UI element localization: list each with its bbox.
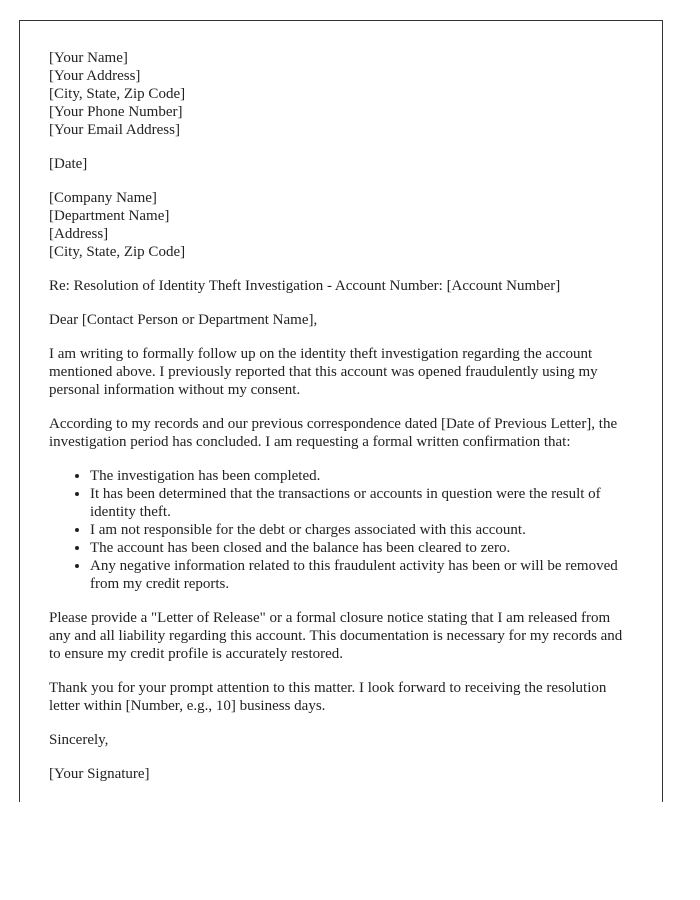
list-item: • The account has been closed and the balance has been cleared to zero.	[90, 539, 633, 557]
letter-page	[19, 20, 663, 802]
list-item: • I am not responsible for the debt or charges associated with this account.	[90, 521, 633, 539]
body-paragraph: I am writing to formally follow up on the identity theft investigation regarding the account mentioned above. I previously reported that this account was opened fraudulently using my personal information without my consent.	[49, 346, 598, 398]
list-item: • Any negative information related to this fraudulent activity has been or will be removed from my credit reports.	[90, 557, 633, 593]
signoff: Sincerely,	[49, 732, 109, 748]
body-paragraph: Thank you for your prompt attention to this matter. I look forward to receiving the resolution letter within [Number, e.g., 10] business days.	[49, 680, 607, 714]
subject-line: Re: Resolution of Identity Theft Investigation - Account Number: [Account Number]	[49, 278, 561, 294]
signature: [Your Signature]	[49, 766, 150, 782]
list-item: • It has been determined that the transactions or accounts in question were the result of identity theft.	[90, 485, 633, 521]
body-paragraph: Please provide a "Letter of Release" or a formal closure notice stating that I am released from any and all liability regarding this account. This documentation is necessary for my records and to ensure my credit profile is accurately restored.	[49, 610, 623, 662]
recipient-department: [Department Name]	[49, 208, 170, 224]
recipient-address: [Address]	[49, 226, 109, 242]
recipient-block	[49, 189, 633, 261]
sender-city: [City, State, Zip Code]	[49, 86, 186, 102]
list-item: • The investigation has been completed.	[90, 467, 633, 485]
sender-phone: [Your Phone Number]	[49, 104, 183, 120]
recipient-city: [City, State, Zip Code]	[49, 244, 186, 260]
letter-date: [Date]	[49, 156, 88, 172]
salutation: Dear [Contact Person or Department Name],	[49, 312, 318, 328]
sender-block	[49, 49, 633, 139]
request-list	[49, 467, 633, 593]
recipient-company: [Company Name]	[49, 190, 157, 206]
sender-address: [Your Address]	[49, 68, 141, 84]
sender-email: [Your Email Address]	[49, 122, 180, 138]
sender-name: [Your Name]	[49, 50, 128, 66]
body-paragraph: According to my records and our previous correspondence dated [Date of Previous Letter], the investigation period has concluded. I am requesting a formal written confirmation that:	[49, 416, 618, 450]
